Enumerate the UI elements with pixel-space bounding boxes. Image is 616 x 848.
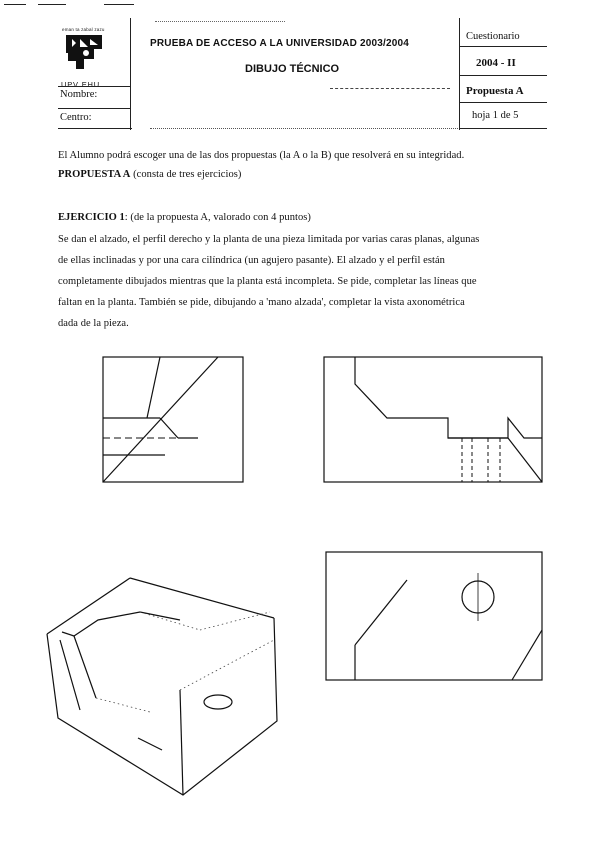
subject-title: DIBUJO TÉCNICO <box>245 63 340 75</box>
statement-line: de ellas inclinadas y por una cara cilíndrica (un agujero pasante). El alzado y el perfil están <box>58 255 445 266</box>
exercise-title: EJERCICIO 1 <box>58 212 125 223</box>
proposal-label: Propuesta A <box>466 85 524 97</box>
statement-line: Se dan el alzado, el perfil derecho y la planta de una pieza limitada por varias caras planas, algunas <box>58 234 480 245</box>
intro-line: El Alumno podrá escoger una de las dos propuestas (la A o la B) que resolverá en su integridad. <box>58 150 465 161</box>
page-info: hoja 1 de 5 <box>472 110 519 121</box>
statement-line: completamente dibujados mientras que la planta está incompleta. Se pide, completar las líneas que <box>58 276 477 287</box>
exercise-title-note: : (de la propuesta A, valorado con 4 puntos) <box>124 212 311 223</box>
construction-dots <box>96 612 274 712</box>
year-code: 2004 - II <box>476 57 516 69</box>
center-field-label: Centro: <box>60 112 92 123</box>
statement-line: faltan en la planta. También se pide, dibujando a 'mano alzada', completar la vista axonométrica <box>58 297 465 308</box>
name-field-label: Nombre: <box>60 89 98 100</box>
logo-motto: eman ta zabal zazu <box>62 27 105 32</box>
exam-title: PRUEBA DE ACCESO A LA UNIVERSIDAD 2003/2004 <box>150 38 410 49</box>
institution-acronym: UPV EHU <box>61 80 100 89</box>
proposal-title: PROPUESTA A <box>58 169 131 180</box>
proposal-note: (consta de tres ejercicios) <box>133 169 242 180</box>
questionnaire-label: Cuestionario <box>466 31 520 42</box>
statement-line: dada de la pieza. <box>58 318 129 329</box>
